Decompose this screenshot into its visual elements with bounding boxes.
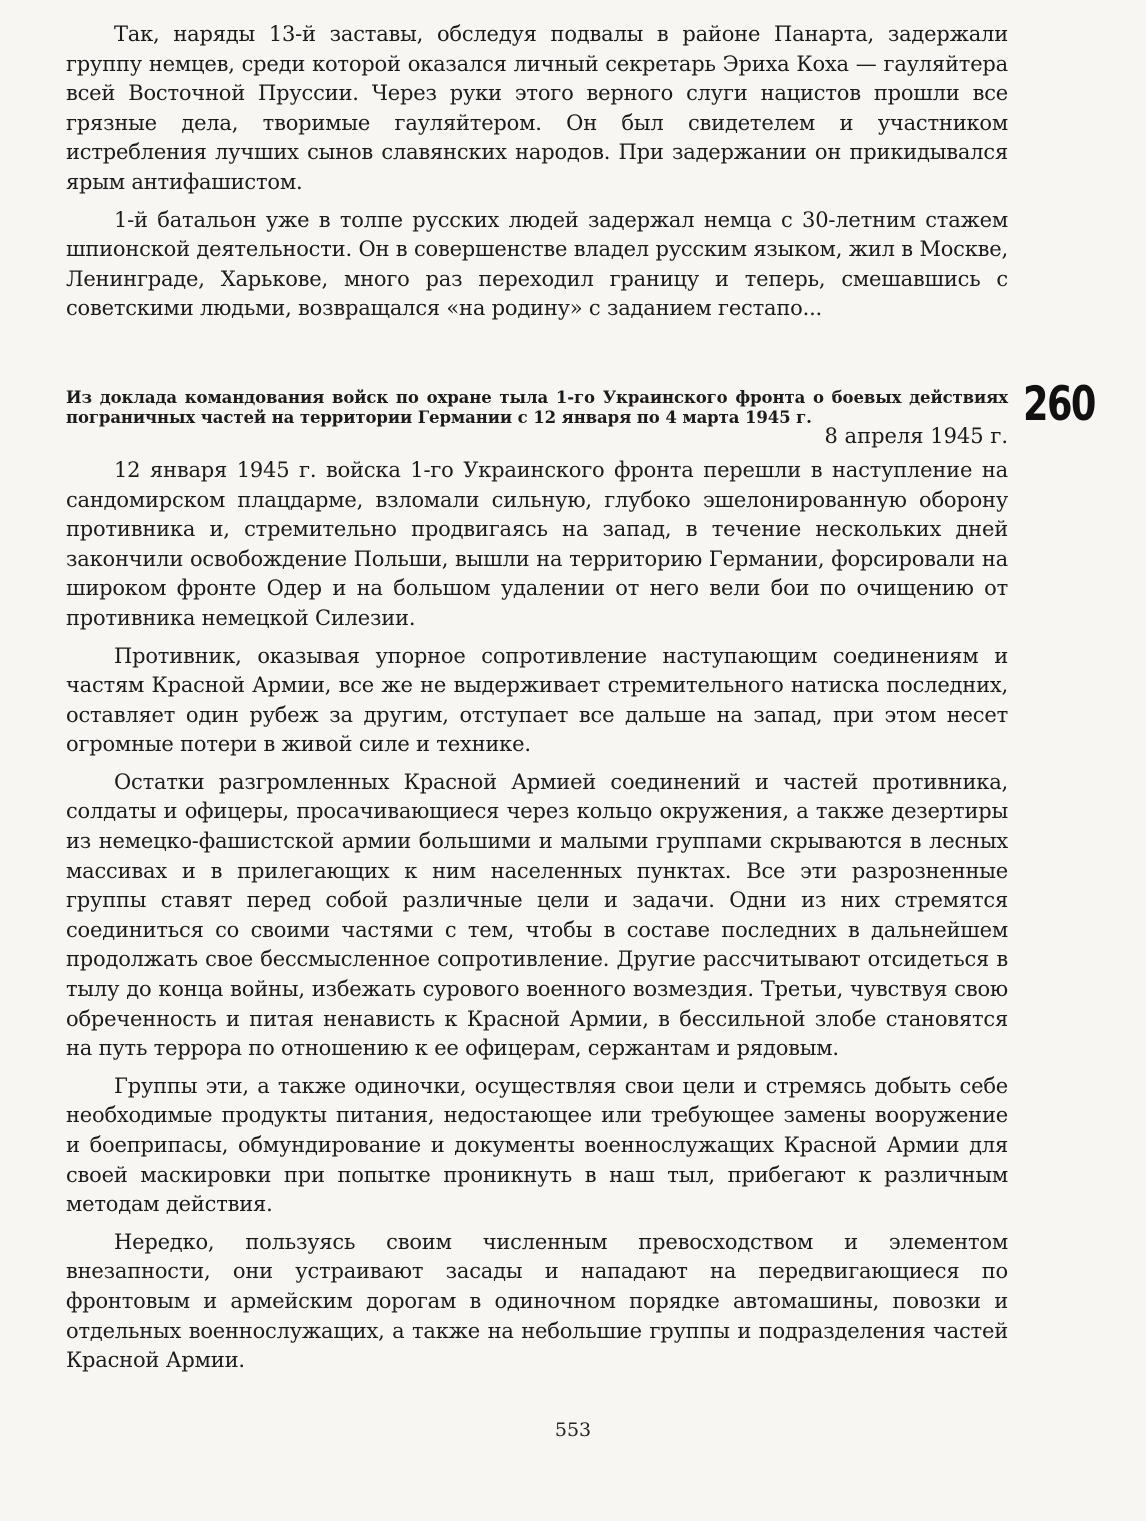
page-body (66, 20, 1008, 1376)
document-paragraph: Противник, оказывая упорное сопротивление наступающим соединениям и частям Красной Армии, все же не выдерживает стремительного натиска последних, оставляет один рубеж за другим, отступает все дальше на запад, при этом несет огромные потери в живой силе и технике. (66, 643, 1008, 757)
paragraph-spy-arrest: 1-й батальон уже в толпе русских людей задержал немца с 30-летним стажем шпионской деятельности. Он в совершенстве владел русским языком, жил в Москве, Ленинграде, Харькове, много раз переходил границу и теперь, смешавшись с советскими людьми, возвращался «на родину» с заданием гестапо... (66, 207, 1008, 321)
paragraph-secretary-arrest: Так, наряды 13-й заставы, обследуя подвалы в районе Панарта, задержали группу немцев, среди которой оказался личный секретарь Эриха Коха — гауляйтера всей Восточной Пруссии. Через руки этого верного слуги нацистов прошли все грязные дела, творимые гауляйтером. Он был свидетелем и участником истребления лучших сынов славянских народов. При задержании он прикидывался ярым антифашистом. (66, 22, 1008, 194)
page-number: 553 (554, 1419, 592, 1441)
document-paragraph: Нередко, пользуясь своим численным превосходством и элементом внезапности, они устраивают засады и нападают на передвигающиеся по фронтовым и армейским дорогам в одиночном порядке автомашины, повозки и отдельных военнослужащих, а также на небольшие группы и подразделения частей Красной Армии. (66, 1229, 1008, 1373)
document-paragraph: Остатки разгромленных Красной Армией соединений и частей противника, солдаты и офицеры, просачивающиеся через кольцо окружения, а также дезертиры из немецко-фашистской армии большими и малыми группами скрываются в лесных массивах и в прилегающих к ним населенных пунктах. Все эти разрозненные группы ставят перед собой различные цели и задачи. Одни из них стремятся соединиться со своими частями с тем, чтобы в составе последних в дальнейшем продолжать свое бессмысленное сопротивление. Другие рассчитывают отсидеться в тылу до конца войны, избежать сурового военного возмездия. Третьи, чувствуя свою обреченность и питая ненависть к Красной Армии, в бессильной злобе становятся на путь террора по отношению к ее офицерам, сержантам и рядовым. (66, 769, 1008, 1061)
document-date: 8 апреля 1945 г. (824, 423, 1008, 448)
document-header: Из доклада командования войск по охране тыла 1-го Украинского фронта о боевых действиях пограничных частей на территории Германии с 12 января по 4 марта 1945 г. (66, 387, 1008, 427)
document-paragraph: 12 января 1945 г. войска 1-го Украинского фронта перешли в наступление на сандомирском плацдарме, взломали сильную, глубоко эшелонированную оборону противника и, стремительно продвигаясь на запад, в течение нескольких дней закончили освобождение Польши, вышли на территорию Германии, форсировали на широком фронте Одер и на большом удалении от него вели бои по очищению от противника немецкой Силезии. (66, 457, 1008, 630)
document-number: 260 (1023, 377, 1095, 432)
document-paragraph: Группы эти, а также одиночки, осуществляя свои цели и стремясь добыть себе необходимые продукты питания, недостающее или требующее замены вооружение и боеприпасы, обмундирование и документы военнослужащих Красной Армии для своей маскировки при попытке проникнуть в наш тыл, прибегают к различным методам действия. (66, 1073, 1008, 1217)
